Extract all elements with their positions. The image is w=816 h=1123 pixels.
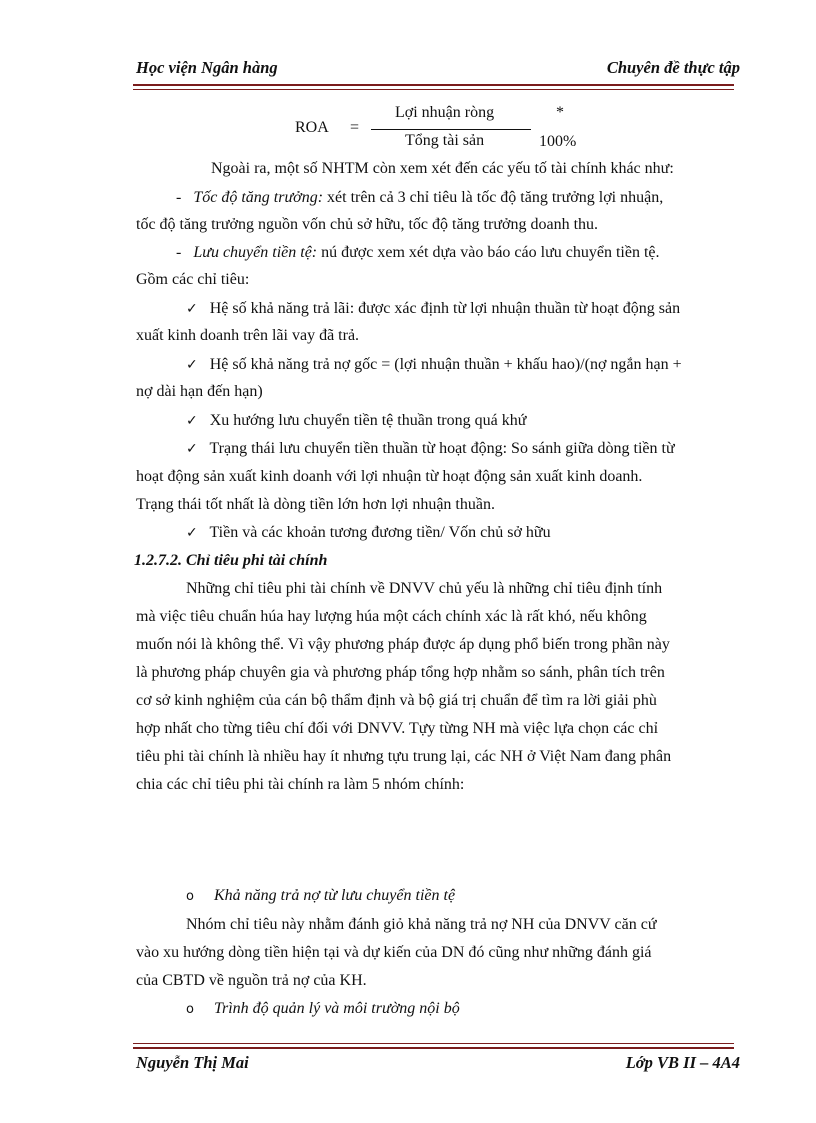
section-heading: 1.2.7.2. Chỉ tiêu phi tài chính xyxy=(134,552,328,569)
check-item-5 xyxy=(186,523,739,543)
formula-percent: 100% xyxy=(539,133,577,150)
check-item-2-text: Hệ số khả năng trả nợ gốc = (lợi nhuận thuần + khấu hao)/(nợ ngắn hạn + xyxy=(209,356,682,373)
checkmark-icon: ✓ xyxy=(186,525,198,541)
checkmark-icon: ✓ xyxy=(186,441,198,457)
paragraph-line: mà việc tiêu chuẩn húa hay lượng húa một cách chính xác là rất khó, nếu không xyxy=(136,608,647,625)
footer-rule xyxy=(133,1047,734,1049)
circle-bullet-icon: o xyxy=(186,1002,194,1017)
dash-bullet: - xyxy=(176,189,182,206)
formula-lhs: ROA xyxy=(295,119,329,136)
check-item-1-text: Hệ số khả năng trả lãi: được xác định từ lợi nhuận thuần từ hoạt động sản xyxy=(209,300,681,317)
checkmark-icon: ✓ xyxy=(186,413,198,429)
header-school: Học viện Ngân hàng xyxy=(136,58,278,77)
footer-rule-thin xyxy=(133,1043,734,1044)
formula-star: * xyxy=(556,104,564,121)
intro-text: Ngoài ra, một số NHTM còn xem xét đến các yếu tố tài chính khác như: xyxy=(211,160,674,177)
check-item-4-cont2: Trạng thái tốt nhất là dòng tiền lớn hơn lợi nhuận thuần. xyxy=(136,496,495,513)
paragraph-line: muốn nói là không thể. Vì vậy phương pháp được áp dụng phổ biến trong phần này xyxy=(136,636,670,653)
dash-bullet: - xyxy=(176,244,182,261)
footer-class: Lớp VB II – 4A4 xyxy=(625,1053,740,1072)
check-item-4-text: Trạng thái lưu chuyển tiền thuần từ hoạt động: So sánh giữa dòng tiền từ xyxy=(209,440,675,457)
formula-numerator: Lợi nhuận ròng xyxy=(395,104,495,121)
growth-item xyxy=(176,188,739,208)
paragraph-line: của CBTD về nguồn trả nợ của KH. xyxy=(136,972,367,989)
growth-label: Tốc độ tăng trưởng: xyxy=(193,189,324,206)
formula-equals: = xyxy=(350,119,360,136)
fraction-bar xyxy=(371,129,531,130)
header-rule-thin xyxy=(133,89,734,90)
cashflow-text: nú được xem xét dựa vào báo cáo lưu chuyển tiền tệ. xyxy=(321,244,660,261)
growth-text-cont: tốc độ tăng trưởng nguồn vốn chủ sở hữu, tốc độ tăng trưởng doanh thu. xyxy=(136,216,599,233)
paragraph-line: vào xu hướng dòng tiền hiện tại và dự kiến của DN đó cũng như những đánh giá xyxy=(136,944,652,961)
check-item-2-cont: nợ dài hạn đến hạn) xyxy=(136,383,263,400)
footer-author: Nguyễn Thị Mai xyxy=(136,1053,249,1072)
paragraph-line: là phương pháp chuyên gia và phương pháp tổng hợp nhằm so sánh, phân tích trên xyxy=(136,664,665,681)
check-item-3 xyxy=(186,411,739,431)
header-doc-type: Chuyên đề thực tập xyxy=(606,58,740,77)
checkmark-icon: ✓ xyxy=(186,357,198,373)
formula-denominator: Tổng tài sản xyxy=(405,132,485,149)
growth-text: xét trên cả 3 chỉ tiêu là tốc độ tăng trưởng lợi nhuận, xyxy=(327,189,664,206)
sub-item-2-title: Trình độ quản lý và môi trường nội bộ xyxy=(213,1000,460,1017)
header-rule xyxy=(133,84,734,86)
paragraph-line: chia các chỉ tiêu phi tài chính ra làm 5 nhóm chính: xyxy=(136,776,465,793)
paragraph-line: tiêu phi tài chính là nhiều hay ít nhưng tựu trung lại, các NH ở Việt Nam đang phân xyxy=(136,748,672,765)
cashflow-text-cont: Gồm các chỉ tiêu: xyxy=(136,271,250,288)
sub-item-2 xyxy=(186,999,739,1020)
checkmark-icon: ✓ xyxy=(186,301,198,317)
paragraph-line: Những chỉ tiêu phi tài chính về DNVV chủ yếu là những chỉ tiêu định tính xyxy=(186,580,663,597)
check-item-2 xyxy=(186,355,739,375)
cashflow-item xyxy=(176,243,739,263)
check-item-1 xyxy=(186,299,739,319)
sub-item-1 xyxy=(186,886,739,907)
check-item-4-cont: hoạt động sản xuất kinh doanh với lợi nhuận từ hoạt động sản xuất kinh doanh. xyxy=(136,468,643,485)
paragraph-line: cơ sở kinh nghiệm của cán bộ thẩm định và bộ giá trị chuẩn để tìm ra lời giải phù xyxy=(136,692,657,709)
circle-bullet-icon: o xyxy=(186,889,194,904)
check-item-5-text: Tiền và các khoản tương đương tiền/ Vốn chủ sở hữu xyxy=(209,524,551,541)
check-item-1-cont: xuất kinh doanh trên lãi vay đã trả. xyxy=(136,327,360,344)
sub-item-1-title: Khả năng trả nợ từ lưu chuyển tiền tệ xyxy=(213,887,456,904)
check-item-3-text: Xu hướng lưu chuyển tiền tệ thuần trong quá khứ xyxy=(209,412,527,429)
paragraph-line: Nhóm chỉ tiêu này nhằm đánh giỏ khả năng trả nợ NH của DNVV căn cứ xyxy=(186,916,657,933)
cashflow-label: Lưu chuyển tiền tệ: xyxy=(193,244,318,261)
paragraph-line: hợp nhất cho từng tiêu chí đối với DNVV. Tựy từng NH mà việc lựa chọn các chỉ xyxy=(136,720,659,737)
check-item-4 xyxy=(186,439,739,459)
